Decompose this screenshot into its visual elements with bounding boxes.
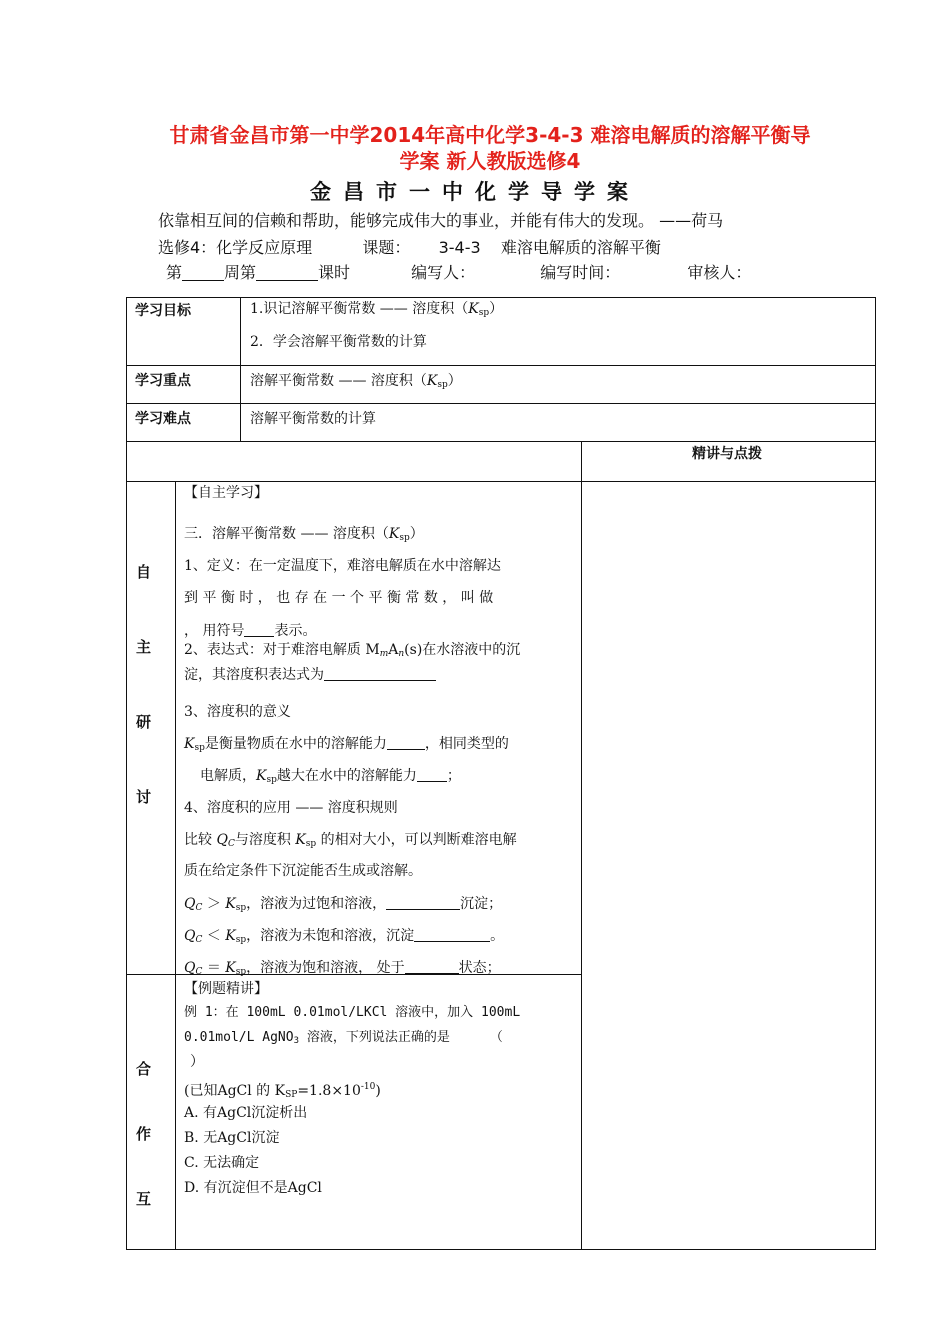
definition-line-1: 1、定义：在一定温度下，难溶电解质在水中溶解达 bbox=[184, 558, 501, 574]
example-bracket: 【例题精讲】 bbox=[184, 981, 268, 997]
option-c: C. 无法确定 bbox=[184, 1155, 260, 1171]
side-char-hu: 互 bbox=[136, 1190, 152, 1208]
period-suffix: 课时 bbox=[318, 263, 351, 282]
motto: 依靠相互间的信赖和帮助，能够完成伟大的事业，并能有伟大的发现。 ——荷马 bbox=[158, 211, 724, 230]
expression-line-2: 淀，其溶度积表达式为 bbox=[184, 665, 436, 685]
side-char-zhu: 主 bbox=[136, 638, 152, 656]
week-prefix: 第 bbox=[166, 263, 183, 282]
expression-line-1: 2、表达式：对于难溶电解质 $M_mA_n(s)$在水溶液中的沉 bbox=[184, 642, 521, 659]
goal-1: 1.识记溶解平衡常数 —— 溶度积$(K_{sp})$ bbox=[250, 301, 504, 318]
rule-saturated: $Q_C = K_{sp}$，溶液为饱和溶液， 处于 状态； bbox=[184, 960, 501, 977]
school-title: 金昌市一中化学导学案 bbox=[310, 180, 640, 204]
schedule-line bbox=[140, 260, 751, 283]
focus-text: 溶解平衡常数 —— 溶度积$(K_{sp})$ bbox=[250, 373, 462, 390]
side-char-yan: 研 bbox=[136, 713, 152, 731]
goal-2: 2．学会溶解平衡常数的计算 bbox=[250, 334, 427, 350]
week-suffix: 周第 bbox=[224, 263, 257, 282]
rule-unsaturated: $Q_C < K_{sp}$，溶液为未饱和溶液，沉淀 。 bbox=[184, 928, 505, 945]
section-heading: 三．溶解平衡常数 —— 溶度积$(K_{sp})$ bbox=[184, 526, 424, 543]
meaning-heading: 3、溶度积的意义 bbox=[184, 704, 291, 720]
course-name: 选修4：化学反应原理 bbox=[158, 238, 313, 257]
example-line-3: ） bbox=[190, 1054, 204, 1070]
period-blank bbox=[256, 264, 318, 281]
side-char-zi: 自 bbox=[136, 563, 152, 581]
week-blank bbox=[182, 264, 224, 281]
document-title bbox=[120, 122, 860, 174]
definition-line-3: ， 用符号 表示。 bbox=[184, 623, 317, 639]
option-b: B. 无AgCl沉淀 bbox=[184, 1130, 280, 1146]
known-constant: (已知AgCl 的 $K_{SP}=1.8\times 10^{-10}$) bbox=[184, 1082, 381, 1100]
course-line bbox=[158, 235, 661, 258]
focus-label: 学习重点 bbox=[135, 373, 191, 389]
meaning-line-2: 电解质，$K_{sp}$越大在水中的溶解能力 ； bbox=[200, 768, 461, 785]
rule-supersaturated: $Q_C > K_{sp}$，溶液为过饱和溶液， 沉淀； bbox=[184, 896, 503, 913]
meaning-line-1: $K_{sp}$是衡量物质在水中的溶解能力 ，相同类型的 bbox=[184, 736, 509, 753]
reviewer-label: 审核人： bbox=[687, 263, 752, 282]
goals-label: 学习目标 bbox=[135, 303, 191, 319]
topic-code: 3-4-3 bbox=[438, 238, 481, 257]
application-heading: 4、溶度积的应用 —— 溶度积规则 bbox=[184, 800, 398, 816]
option-a: A. 有AgCl沉淀析出 bbox=[184, 1105, 308, 1121]
compare-line-1: 比较 $Q_C$与溶度积 $K_{sp}$ 的相对大小，可以判断难溶电解 bbox=[184, 832, 517, 849]
date-label: 编写时间： bbox=[540, 263, 621, 282]
difficulty-label: 学习难点 bbox=[135, 411, 191, 427]
self-study-bracket: 【自主学习】 bbox=[184, 485, 268, 501]
topic-name: 难溶电解质的溶解平衡 bbox=[500, 238, 661, 257]
example-line-2: 0.01mol/L AgNO$_3$ 溶液，下列说法正确的是 （ bbox=[184, 1030, 503, 1046]
notes-header: 精讲与点拨 bbox=[692, 446, 762, 462]
compare-line-2: 质在给定条件下沉淀能否生成或溶解。 bbox=[184, 863, 422, 879]
document-title-line2: 学案 新人教版选修4 bbox=[399, 149, 581, 173]
document-title-line1: 甘肃省金昌市第一中学2014年高中化学3-4-3 难溶电解质的溶解平衡导 bbox=[169, 123, 811, 147]
definition-line-2: 到 平 衡 时 ， 也 存 在 一 个 平 衡 常 数 ， 叫 做 bbox=[184, 590, 494, 606]
option-d: D. 有沉淀但不是AgCl bbox=[184, 1180, 322, 1196]
side-char-he: 合 bbox=[136, 1060, 152, 1078]
side-char-zuo: 作 bbox=[136, 1125, 152, 1143]
author-label: 编写人： bbox=[411, 263, 476, 282]
side-char-tao: 讨 bbox=[136, 788, 152, 806]
difficulty-text: 溶解平衡常数的计算 bbox=[250, 411, 376, 427]
example-line-1: 例 1：在 100mL 0.01mol/LKCl 溶液中，加入 100mL bbox=[184, 1005, 521, 1020]
topic-label: 课题： bbox=[362, 238, 411, 257]
